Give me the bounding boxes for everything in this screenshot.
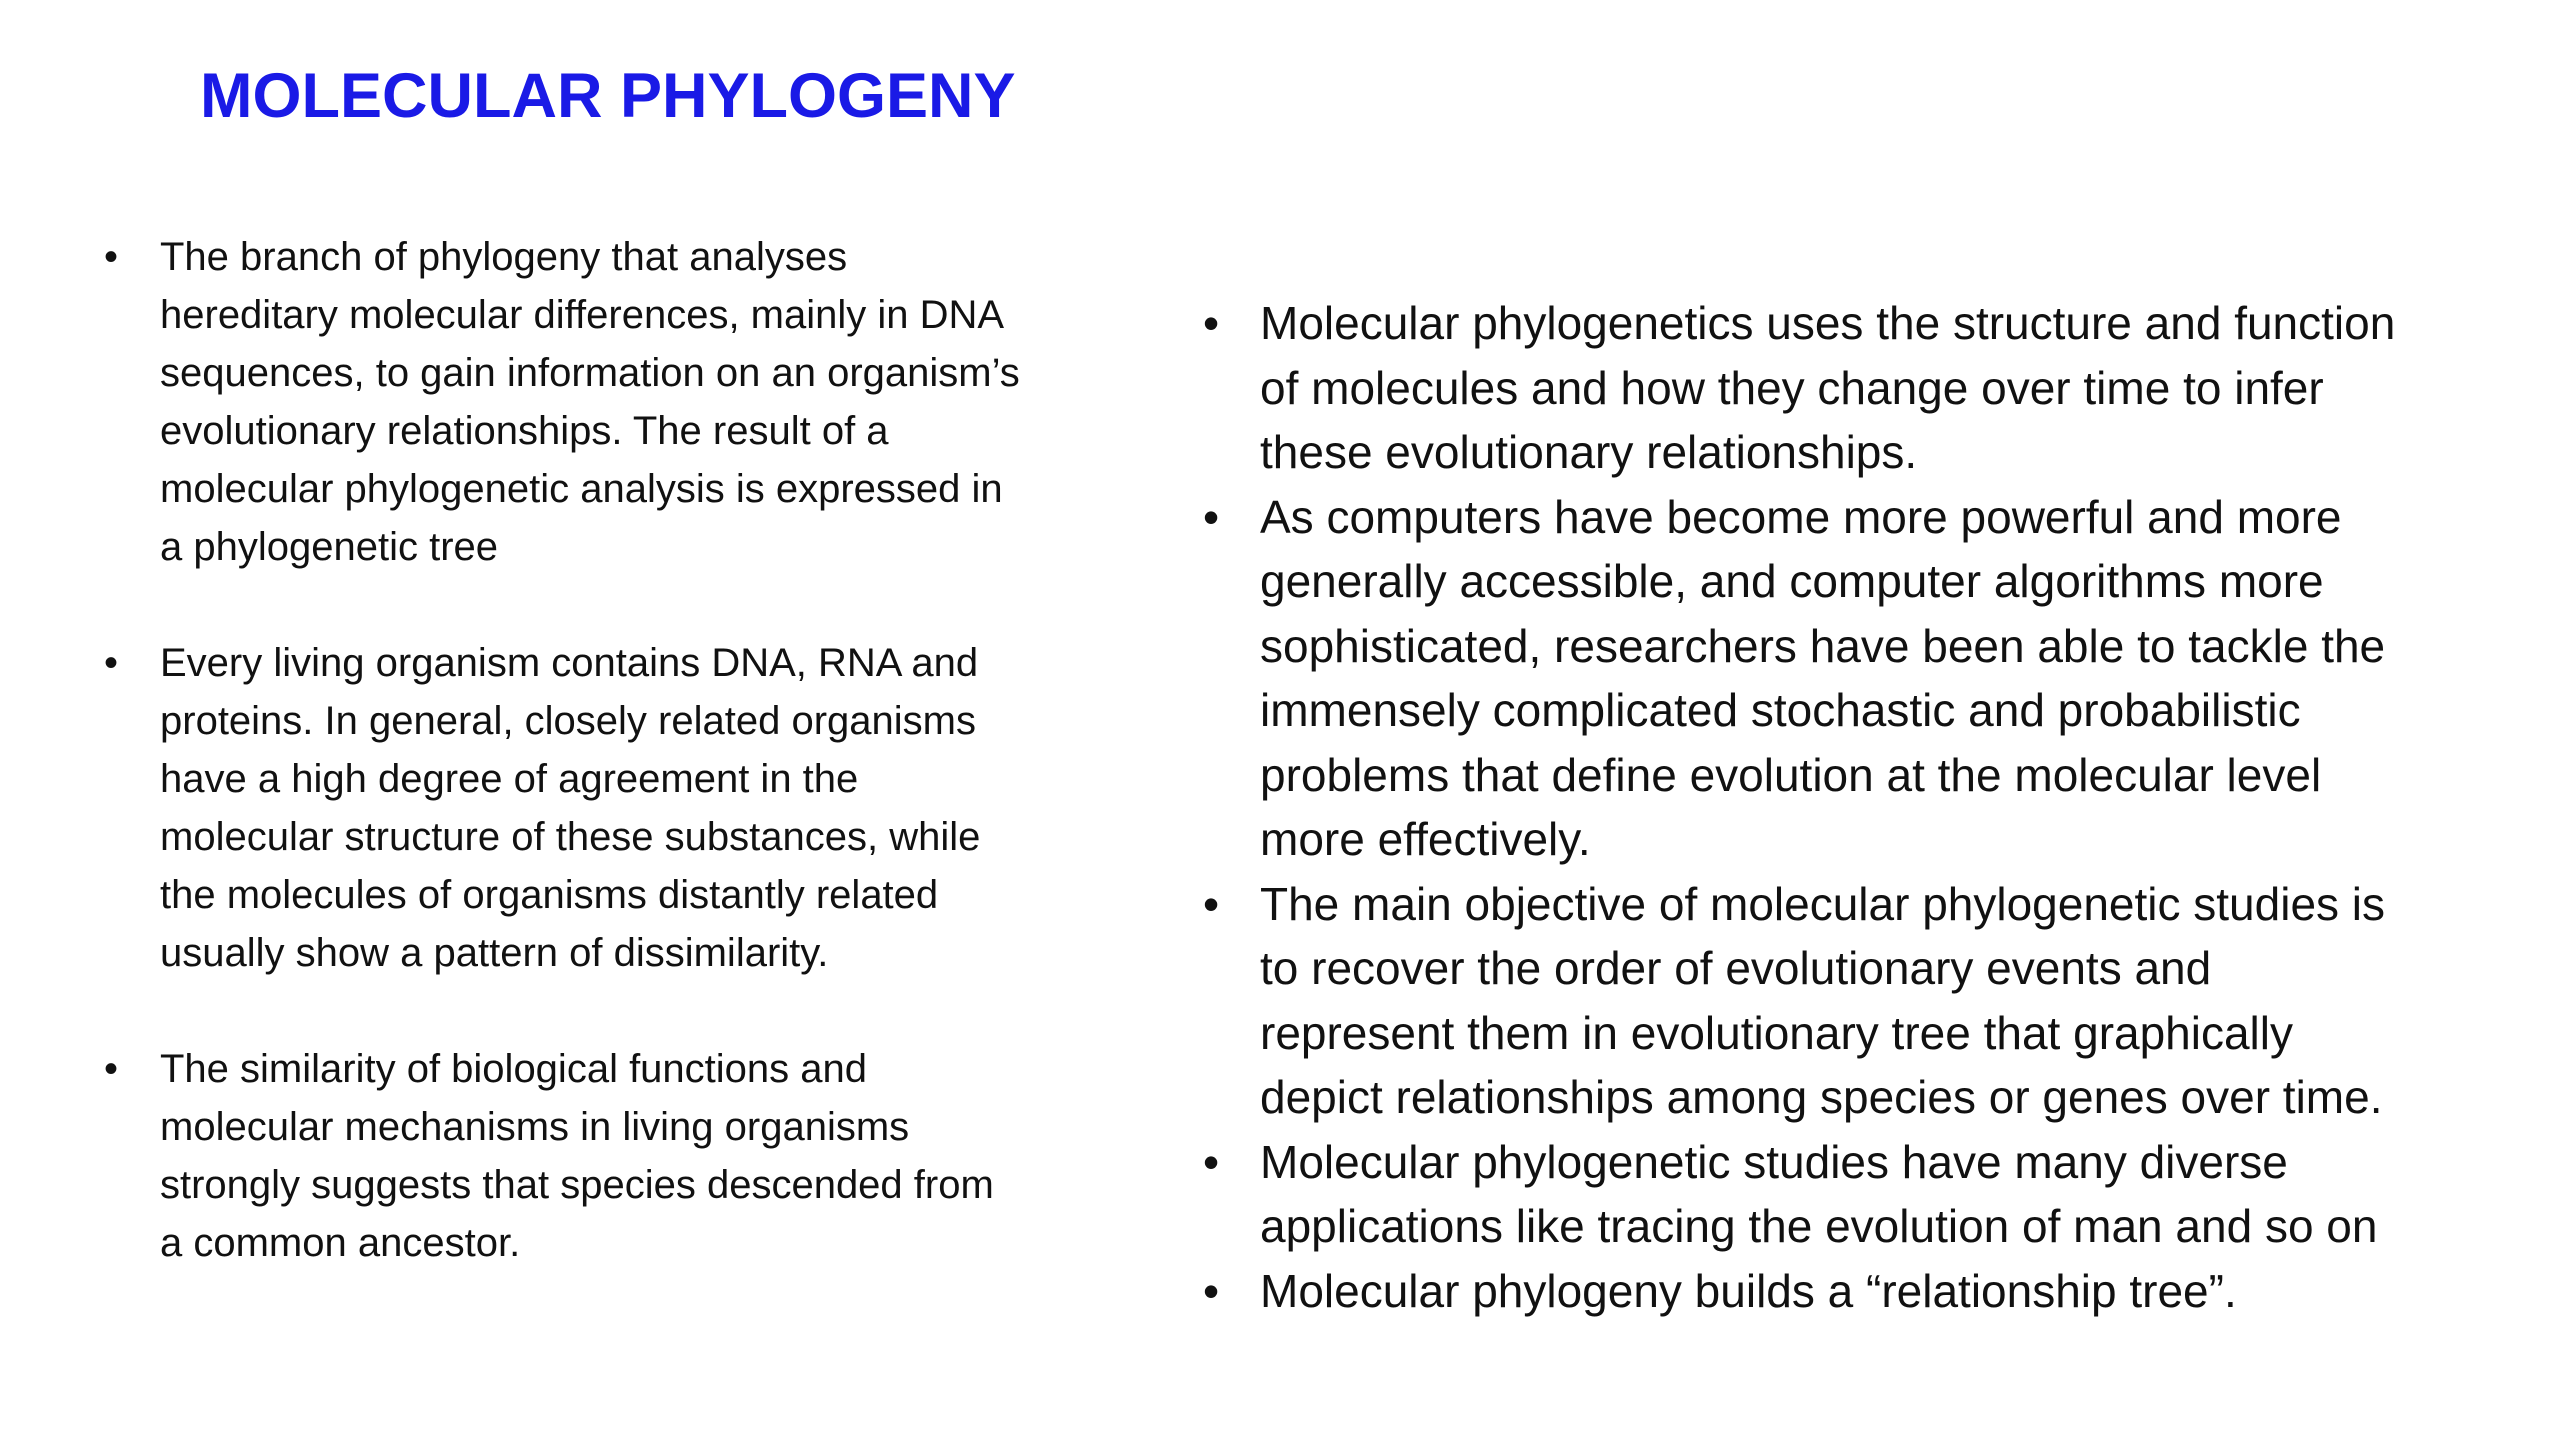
- bullet-icon: •: [1202, 297, 1220, 349]
- bullet-text: Every living organism contains DNA, RNA and proteins. In general, closely related organisms have a high degree of agreement in the molecular structure of these substances, while the molecules of organisms distantly related usually show a pattern of dissimilarity.: [160, 641, 981, 975]
- right-bullet-list: [1196, 291, 2396, 1323]
- bullet-icon: •: [103, 1047, 118, 1091]
- bullet-text: Molecular phylogenetics uses the structure and function of molecules and how they change over time to infer these evolutionary relationships.: [1260, 297, 2396, 478]
- bullet-icon: •: [1202, 877, 1220, 930]
- left-bullet-list: [96, 228, 1026, 1272]
- bullet-icon: •: [103, 235, 118, 279]
- bullet-text: As computers have become more powerful and more generally accessible, and computer algorithms more sophisticated, researchers have been able to tackle the immensely complicated stochastic and probabilistic problems that define evolution at the molecular level more effectively.: [1260, 490, 2386, 865]
- list-item: [96, 228, 1026, 576]
- bullet-icon: •: [1202, 1135, 1220, 1188]
- list-item: [1196, 1130, 2396, 1259]
- list-item: [1196, 485, 2396, 872]
- slide-title: MOLECULAR PHYLOGENY: [200, 61, 1016, 131]
- list-item: [1196, 872, 2396, 1130]
- bullet-icon: •: [1202, 1264, 1220, 1317]
- bullet-icon: •: [103, 641, 118, 685]
- bullet-text: The similarity of biological functions and molecular mechanisms in living organisms strongly suggests that species descended from a common ancestor.: [160, 1047, 994, 1265]
- bullet-text: The branch of phylogeny that analyses hereditary molecular differences, mainly in DNA sequences, to gain information on an organism’s evolutionary relationships. The result of a molecular phylogenetic analysis is expressed in a phylogenetic tree: [160, 235, 1020, 569]
- bullet-text: Molecular phylogeny builds a “relationship tree”.: [1260, 1264, 2237, 1317]
- list-item: [1196, 291, 2396, 485]
- list-item: [1196, 1259, 2396, 1324]
- list-item: [96, 634, 1026, 982]
- list-item: [96, 1040, 1026, 1272]
- bullet-text: The main objective of molecular phylogenetic studies is to recover the order of evolutionary events and represent them in evolutionary tree that graphically depict relationships among species or genes over time.: [1260, 877, 2386, 1123]
- bullet-text: Molecular phylogenetic studies have many diverse applications like tracing the evolution of man and so on: [1260, 1135, 2378, 1252]
- bullet-icon: •: [1202, 490, 1220, 543]
